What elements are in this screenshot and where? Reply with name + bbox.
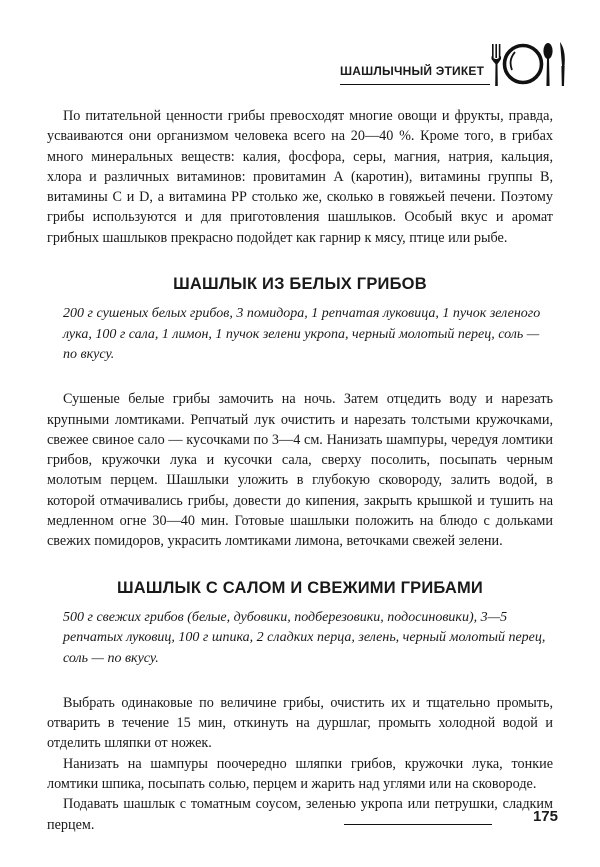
running-header-title: ШАШЛЫЧНЫЙ ЭТИКЕТ <box>340 64 485 78</box>
intro-paragraph: По питательной ценности грибы превосходят многие овощи и фрукты, правда, усваиваются они организмом человека всего на 20—40 %. Кроме того, в грибах много минеральных веществ: калия, фосфора, серы, магния, натрия, кальция, хлора и различных витаминов: провитамин А (каротин), витамины группы В, витамины С и D, а витамина РР столько же, сколько в говяжьей печени. Поэтому грибы используются и для приготовления шашлыков. Особый вкус и аромат грибных шашлыков прекрасно подойдет как гарнир к мясу, птице или рыбе. <box>47 108 553 246</box>
footer-rule <box>344 824 492 825</box>
running-header <box>340 40 570 90</box>
page-content <box>47 106 553 835</box>
recipe-step: Сушеные белые грибы замочить на ночь. Затем отцедить воду и нарезать крупными ломтиками. Репчатый лук очистить и нарезать толстыми кружочками, свежее свиное сало — кусочками по 3—4 см. Нанизать шампуры, чередуя ломтики грибов, кружочки лука и кусочки сала, сверху посолить, посыпать черным молотым перцем. Шашлыки уложить в глубокую сковороду, залить водой, в которой отмачивались грибы, довести до кипения, закрыть крышкой и тушить на медленном огне 30—40 мин. Готовые шашлыки положить на блюдо с дольками свежих помидоров, украсить ломтиками лимона, веточками свежей зелени. <box>47 391 553 550</box>
recipe-ingredients: 200 г сушеных белых грибов, 3 помидора, 1 репчатая луковица, 1 пучок зеленого лука, 100 г сала, 1 лимон, 1 пучок зелени укропа, черный молотый перец, соль — по вкусу. <box>63 306 541 362</box>
recipe-step: Выбрать одинаковые по величине грибы, очистить их и тщательно промыть, отварить в течение 15 мин, откинуть на дуршлаг, промыть холодной водой и отделить шляпки от ножек. <box>47 694 553 752</box>
recipe-step: Подавать шашлык с томатным соусом, зеленью укропа или петрушки, сладким перцем. <box>47 796 553 833</box>
recipe-title: ШАШЛЫК С САЛОМ И СВЕЖИМИ ГРИБАМИ <box>117 578 483 597</box>
cutlery-plate-icon <box>490 40 572 88</box>
recipe-title: ШАШЛЫК ИЗ БЕЛЫХ ГРИБОВ <box>173 275 427 294</box>
recipe-step: Нанизать на шампуры поочередно шляпки грибов, кружочки лука, тонкие ломтики шпика, посыпать солью, перцем и жарить над углями или на сковороде. <box>47 755 553 793</box>
page-number: 175 <box>532 808 558 825</box>
recipe-ingredients: 500 г свежих грибов (белые, дубовики, подберезовики, подосиновики), 3—5 репчатых луковиц, 100 г шпика, 2 сладких перца, зелень, черный молотый перец, соль — по вкусу. <box>63 609 546 666</box>
header-rule <box>340 84 490 85</box>
